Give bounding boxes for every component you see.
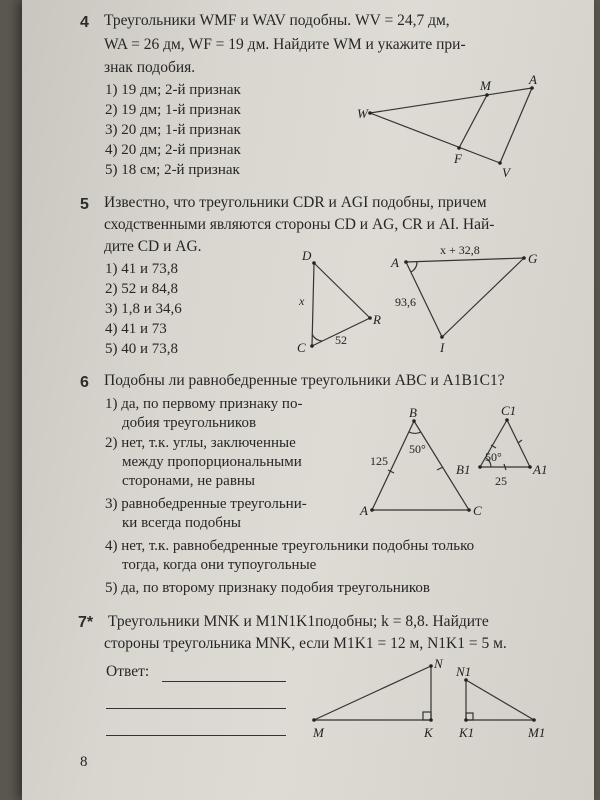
q7-label-n: N <box>434 656 443 671</box>
question-7-figure <box>22 0 594 800</box>
q5-label-52: 52 <box>335 333 347 347</box>
question-4-line-3: знак подобия. <box>104 59 196 76</box>
question-7-line-2: стороны треугольника MNK, если M1K1 = 12 м, N1K1 = 5 м. <box>104 635 507 652</box>
page-number: 8 <box>80 754 88 770</box>
question-5-line-3: дите CD и AG. <box>104 238 202 255</box>
q5-label-d: D <box>302 248 312 263</box>
q6-label-125: 125 <box>370 454 388 468</box>
workbook-page <box>22 0 594 800</box>
question-4-option-3: 3) 20 дм; 1-й признак <box>105 122 241 138</box>
question-6-option-5: 5) да, по второму признаку подобия треугольников <box>105 580 430 596</box>
question-6-number: 6 <box>80 374 89 391</box>
q7-label-n1: N1 <box>456 664 472 679</box>
q6-label-a: A <box>360 503 368 518</box>
q7-side-mn <box>314 666 431 720</box>
q5-label-i: I <box>440 340 445 355</box>
q5-label-x-plus: x + 32,8 <box>440 243 480 257</box>
answer-label: Ответ: <box>106 663 150 680</box>
q4-label-m: M <box>480 78 491 93</box>
question-4-line-2: WA = 26 дм, WF = 19 дм. Найдите WM и укажите при- <box>104 36 466 53</box>
q7-side-n1m1 <box>466 680 534 720</box>
question-6-option-4b: тогда, когда они тупоугольные <box>122 557 317 573</box>
q6-label-angle-50-small: 50° <box>485 450 502 464</box>
question-5-option-3: 3) 1,8 и 34,6 <box>105 301 182 317</box>
q4-label-w: W <box>357 106 368 121</box>
q6-label-c: C <box>473 503 482 518</box>
q5-label-a: A <box>391 255 399 270</box>
question-6-option-2a: 2) нет, т.к. углы, заключенные <box>105 435 296 451</box>
question-5-number: 5 <box>80 196 89 213</box>
q7-label-m: M <box>313 725 324 740</box>
question-5-option-5: 5) 40 и 73,8 <box>105 341 179 357</box>
q6-label-angle-50: 50° <box>409 442 426 456</box>
question-6-option-1a: 1) да, по первому признаку по- <box>105 396 303 412</box>
question-5-option-2: 2) 52 и 84,8 <box>105 281 179 297</box>
q6-label-c1: C1 <box>501 403 517 418</box>
question-7-number: 7* <box>78 614 94 631</box>
question-4-option-5: 5) 18 см; 2-й признак <box>105 162 240 178</box>
q4-label-v: V <box>502 165 510 180</box>
q6-label-b1: B1 <box>456 462 471 477</box>
question-6-option-3a: 3) равнобедренные треугольни- <box>105 496 307 512</box>
question-5-line-1: Известно, что треугольники CDR и AGI подобны, причем <box>104 194 487 211</box>
question-6-option-3b: ки всегда подобны <box>122 515 241 531</box>
question-6-option-1b: добия треугольников <box>122 415 257 431</box>
q4-label-f: F <box>454 151 462 166</box>
question-6-option-2c: сторонами, не равны <box>122 473 256 489</box>
q7-label-m1: M1 <box>528 725 546 740</box>
question-5-option-1: 1) 41 и 73,8 <box>105 261 179 277</box>
q5-label-x: x <box>299 294 305 308</box>
q6-label-25: 25 <box>495 474 507 488</box>
question-4-number: 4 <box>80 14 89 31</box>
question-6-question: Подобны ли равнобедренные треугольники ABC и A1B1C1? <box>104 372 505 389</box>
q7-label-k: K <box>424 725 433 740</box>
question-5-option-4: 4) 41 и 73 <box>105 321 167 337</box>
question-6-option-2b: между пропорциональными <box>122 454 302 470</box>
q6-label-b: B <box>409 405 417 420</box>
question-7-line-1: Треугольники MNK и M1N1K1подобны; k = 8,8. Найдите <box>108 613 489 630</box>
q5-label-93-6: 93,6 <box>395 295 416 309</box>
question-5-line-2: сходственными являются стороны CD и AG, CR и AI. Най- <box>104 216 495 233</box>
q7-label-k1: K1 <box>459 725 475 740</box>
question-4-line-1: Треугольники WMF и WAV подобны. WV = 24,7 дм, <box>104 12 450 29</box>
q5-label-r: R <box>373 312 381 327</box>
question-4-option-2: 2) 19 дм; 1-й признак <box>105 102 241 118</box>
question-4-option-1: 1) 19 дм; 2-й признак <box>105 82 241 98</box>
question-4-option-4: 4) 20 дм; 2-й признак <box>105 142 241 158</box>
q5-label-g: G <box>528 251 538 266</box>
q5-label-c: C <box>297 340 306 355</box>
q6-label-a1: A1 <box>533 462 548 477</box>
q4-label-a: A <box>529 72 537 87</box>
question-6-option-4a: 4) нет, т.к. равнобедренные треугольники подобны только <box>105 538 475 554</box>
